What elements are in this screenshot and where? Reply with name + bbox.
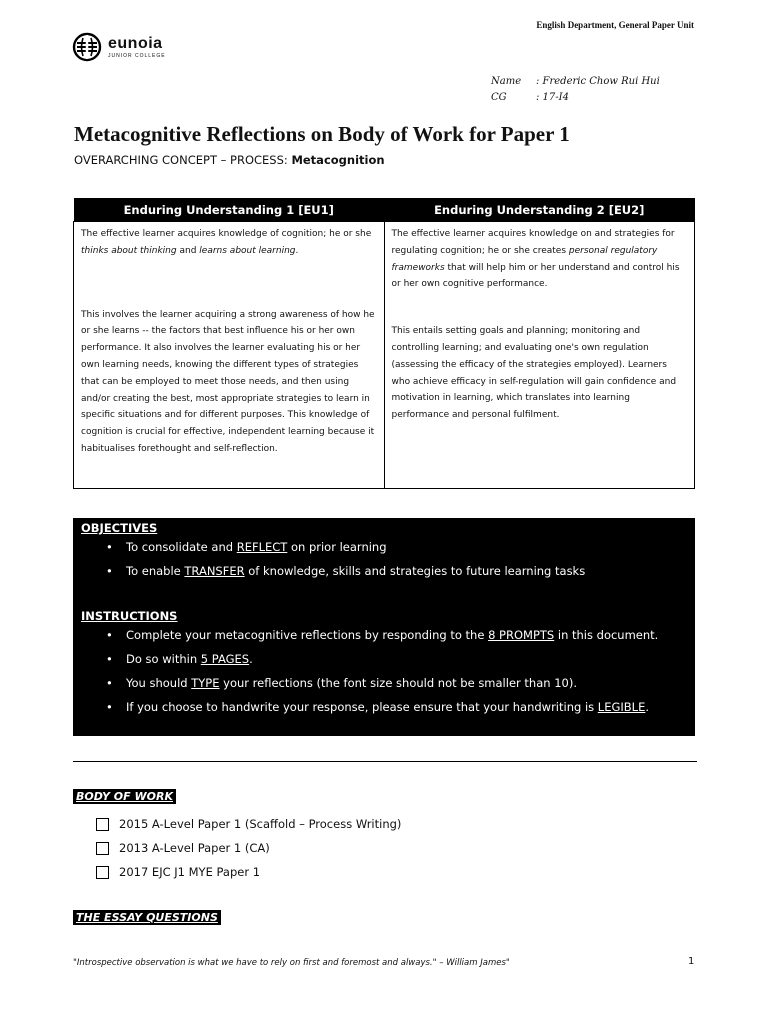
logo-name: eunoia xyxy=(108,34,163,52)
checklist-label: 2017 EJC J1 MYE Paper 1 xyxy=(119,865,261,879)
item-keyword: 5 PAGES xyxy=(200,652,250,666)
page-subtitle xyxy=(74,153,385,167)
subtitle-prefix: OVERARCHING CONCEPT – PROCESS: xyxy=(74,153,288,167)
footer-quote: "Introspective observation is what we have to rely on first and foremost and always." – William James" xyxy=(73,958,510,968)
item-text: of knowledge, skills and strategies to future learning tasks xyxy=(248,564,586,578)
name-value: : Frederic Chow Rui Hui xyxy=(536,76,660,87)
eu2-emphasis: personal regulatory frameworks xyxy=(391,245,658,273)
eu2-paragraph-2: This entails setting goals and planning; monitoring and controlling learning; and evaluating one's own regulation (assessing the efficacy of the strategies employed). Learners who achieve efficacy in self-regulation will gain confidence and motivation in learning, which translates into learning performance and personal fulfilment. xyxy=(391,326,677,421)
objectives-heading: OBJECTIVES xyxy=(81,521,158,535)
item-text: . xyxy=(249,652,253,666)
student-info xyxy=(491,74,660,106)
item-text: in this document. xyxy=(557,628,659,642)
essay-questions-heading: THE ESSAY QUESTIONS xyxy=(73,910,221,925)
instructions-list xyxy=(81,623,687,719)
list-item xyxy=(81,695,687,719)
cg-value: : 17-I4 xyxy=(536,92,569,103)
item-keyword: LEGIBLE xyxy=(597,700,646,714)
item-keyword: 8 PROMPTS xyxy=(488,628,555,642)
instructions-heading: INSTRUCTIONS xyxy=(81,609,178,623)
eu2-cell xyxy=(384,222,695,489)
logo-emblem-icon xyxy=(72,32,102,62)
item-text: Complete your metacognitive reflections by responding to the xyxy=(126,628,485,642)
item-text: To enable xyxy=(126,564,181,578)
checkbox[interactable] xyxy=(96,818,109,831)
eu1-text: . xyxy=(295,245,299,256)
item-text: You should xyxy=(126,676,188,690)
eu1-emphasis: thinks about thinking xyxy=(81,245,177,256)
eu2-text: that will help him or her understand and control his or her own cognitive performance. xyxy=(391,262,680,290)
checkbox[interactable] xyxy=(96,866,109,879)
eu2-text: The effective learner acquires knowledge on and strategies for regulating cognition; he or she creates xyxy=(391,229,675,256)
name-label: Name xyxy=(491,76,522,87)
item-text: Do so within xyxy=(126,652,198,666)
checklist-label: 2015 A-Level Paper 1 (Scaffold – Process Writing) xyxy=(119,817,402,831)
checklist-item[interactable] xyxy=(96,836,401,860)
checklist-item[interactable] xyxy=(96,812,401,836)
list-item xyxy=(81,647,687,671)
college-logo xyxy=(72,32,166,62)
list-item xyxy=(81,559,687,583)
subtitle-concept: Metacognition xyxy=(291,153,385,167)
checkbox[interactable] xyxy=(96,842,109,855)
item-keyword: TYPE xyxy=(191,676,220,690)
objectives-list xyxy=(81,535,687,583)
item-text: To consolidate and xyxy=(126,540,234,554)
list-item xyxy=(81,671,687,695)
item-text: on prior learning xyxy=(290,540,387,554)
item-keyword: REFLECT xyxy=(236,540,288,554)
eu2-header: Enduring Understanding 2 [EU2] xyxy=(384,198,695,222)
eu1-text: The effective learner acquires knowledge of cognition; he or she xyxy=(81,229,372,239)
eu2-paragraph-1 xyxy=(392,226,688,293)
body-of-work-checklist xyxy=(96,812,401,884)
item-text: your reflections (the font size should not be smaller than 10). xyxy=(223,676,577,690)
objectives-instructions-box xyxy=(73,518,695,736)
item-text: . xyxy=(645,700,649,714)
cg-label: CG xyxy=(491,92,507,103)
eu1-paragraph-1 xyxy=(81,226,377,260)
eu1-header: Enduring Understanding 1 [EU1] xyxy=(74,198,385,222)
eu1-emphasis: learns about learning xyxy=(199,245,296,256)
list-item xyxy=(81,535,687,559)
logo-subtitle: JUNIOR COLLEGE xyxy=(108,52,166,59)
checklist-label: 2013 A-Level Paper 1 (CA) xyxy=(119,841,270,855)
list-item xyxy=(81,623,687,647)
page-title: Metacognitive Reflections on Body of Work for Paper 1 xyxy=(74,122,570,146)
section-divider xyxy=(73,761,697,762)
item-text: If you choose to handwrite your response, please ensure that your handwriting is xyxy=(126,700,595,714)
checklist-item[interactable] xyxy=(96,860,401,884)
body-of-work-heading: BODY OF WORK xyxy=(73,789,176,804)
department-label: English Department, General Paper Unit xyxy=(536,20,694,30)
eu1-cell xyxy=(74,222,385,489)
eu1-text: and xyxy=(179,245,197,256)
eu1-paragraph-2: This involves the learner acquiring a strong awareness of how he or she learns -- the factors that best influence his or her own performance. It also involves the learner evaluating his or her own learning needs, knowing the different types of strategies that can be employed to meet those needs, and then using and/or creating the best, most appropriate strategies to learn in specific situations and for different purposes. This knowledge of cognition is crucial for effective, independent learning because it habitualises forethought and self-reflection. xyxy=(81,309,375,454)
item-keyword: TRANSFER xyxy=(184,564,245,578)
page-number: 1 xyxy=(688,956,695,967)
enduring-understanding-table xyxy=(73,198,695,489)
